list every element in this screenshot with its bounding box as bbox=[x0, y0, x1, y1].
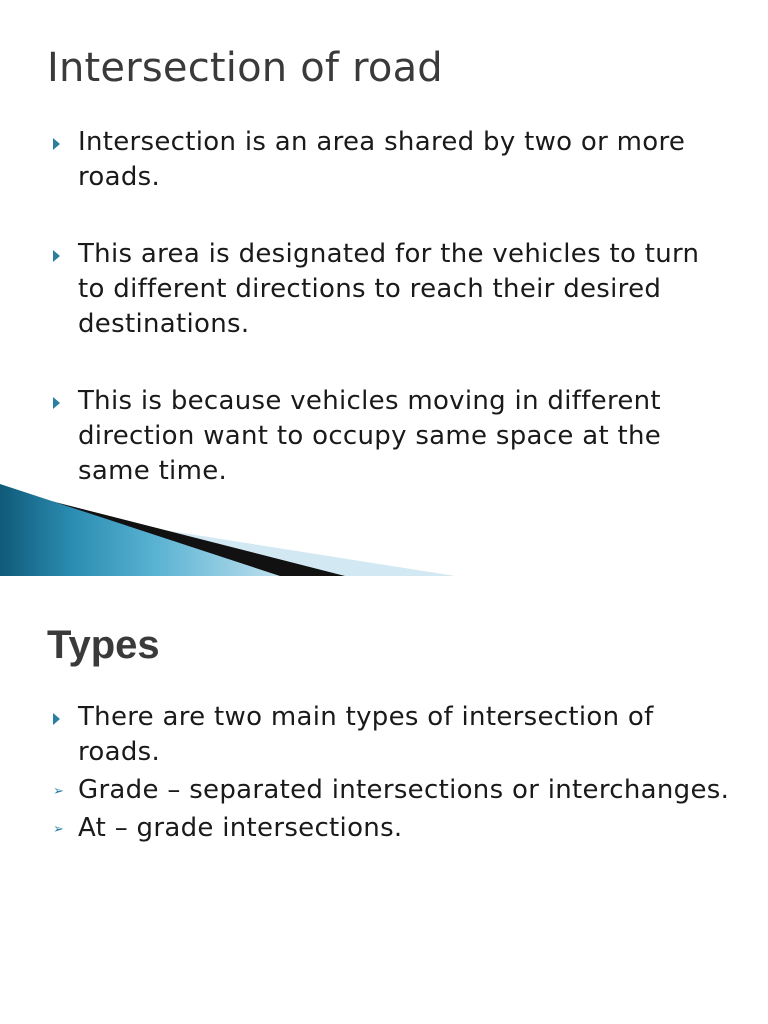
bullet-text: There are two main types of intersection of roads. bbox=[78, 702, 654, 767]
chevron-bullet-icon: ➢ bbox=[53, 784, 65, 799]
bullet-text: At – grade intersections. bbox=[78, 813, 403, 843]
triangle-bullet-icon bbox=[53, 397, 60, 409]
triangle-bullet-icon bbox=[53, 250, 60, 262]
slide-title: Intersection of road bbox=[47, 45, 443, 91]
slide-title: Types bbox=[47, 623, 160, 667]
bullet-text: Grade – separated intersections or interchanges. bbox=[78, 775, 730, 805]
bullet-text: This is because vehicles moving in different direction want to occupy same space at the same time. bbox=[78, 386, 662, 486]
bullet-item bbox=[50, 384, 730, 489]
decorative-swoosh bbox=[0, 476, 768, 576]
bullet-item bbox=[50, 700, 730, 770]
sub-bullet-item bbox=[50, 773, 730, 808]
bullet-item bbox=[50, 125, 730, 195]
slide-types bbox=[0, 576, 768, 1024]
bullet-item bbox=[50, 237, 730, 342]
bullet-list bbox=[50, 700, 730, 849]
triangle-bullet-icon bbox=[53, 713, 60, 725]
chevron-bullet-icon: ➢ bbox=[53, 822, 65, 837]
sub-bullet-item bbox=[50, 811, 730, 846]
bullet-list bbox=[50, 125, 730, 531]
bullet-text: This area is designated for the vehicles to turn to different directions to reach their desired destinations. bbox=[78, 239, 700, 339]
bullet-text: Intersection is an area shared by two or more roads. bbox=[78, 127, 686, 192]
triangle-bullet-icon bbox=[53, 138, 60, 150]
